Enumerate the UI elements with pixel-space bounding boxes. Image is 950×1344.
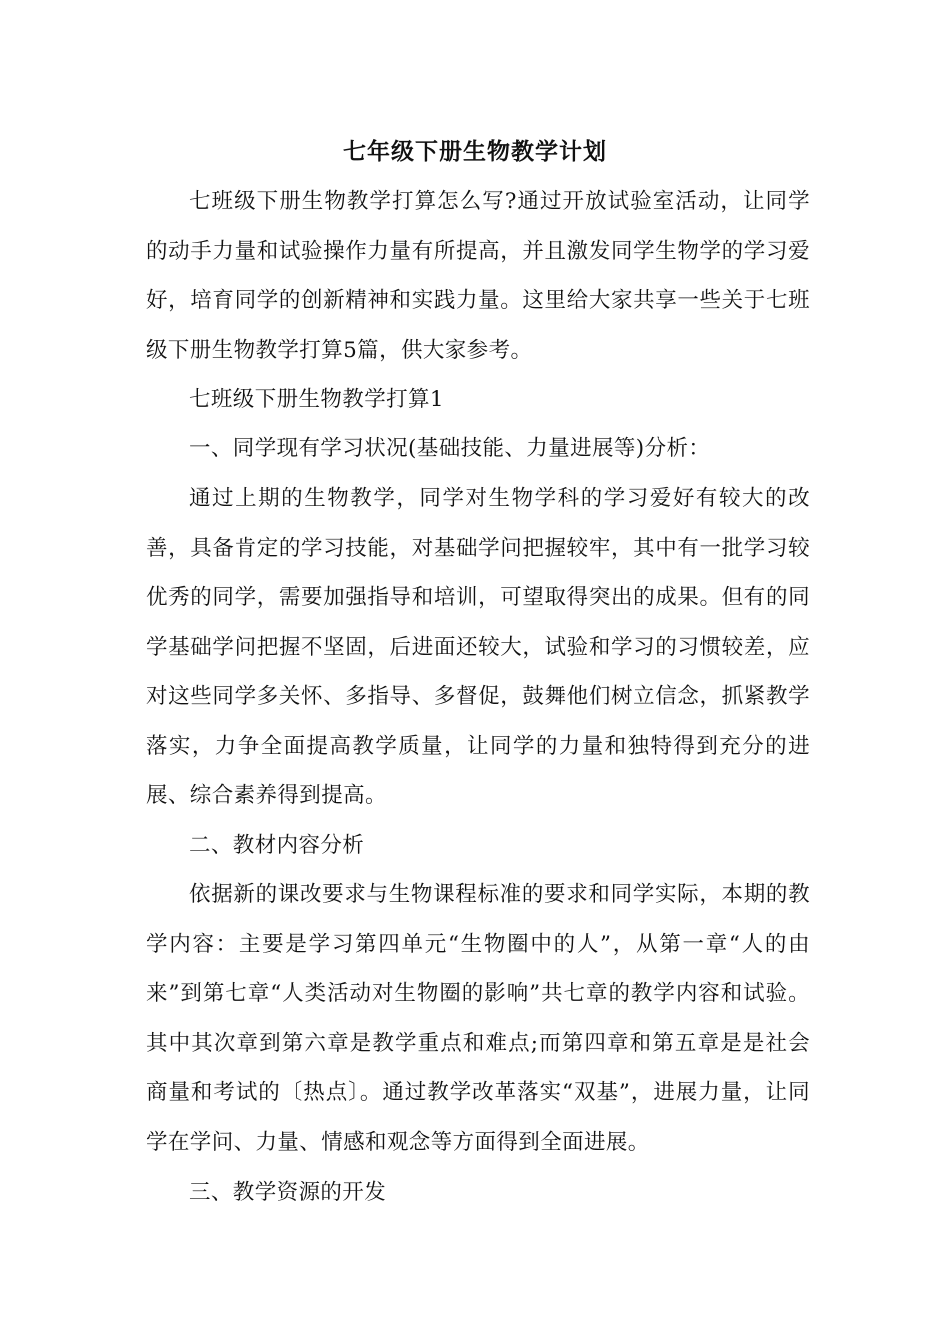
section-title: 七班级下册生物教学打算1 [189, 387, 444, 412]
heading-3: 三、教学资源的开发 [189, 1180, 387, 1205]
paragraph-2: 依据新的课改要求与生物课程标准的要求和同学实际，本期的教学内容：主要是学习第四单元“生物圈中的人”，从第一章“人的由来”到第七章“人类活动对生物圈的影响”共七章的教学内容和试验。其中其次章到第六章是教学重点和难点;而第四章和第五章是是社会商量和考试的〔热点〕。通过教学改革落实“双基”，进展力量，让同学在学问、力量、情感和观念等方面得到全面进展。 [146, 882, 810, 1155]
intro-paragraph: 七班级下册生物教学打算怎么写?通过开放试验室活动，让同学的动手力量和试验操作力量有所提高，并且激发同学生物学的学习爱好，培育同学的创新精神和实践力量。这里给大家共享一些关于七班级下册生物教学打算5篇，供大家参考。 [146, 189, 810, 363]
heading-2: 二、教材内容分析 [189, 833, 365, 858]
document-title: 七年级下册生物教学计划 [343, 138, 607, 165]
heading-1: 一、同学现有学习状况(基础技能、力量进展等)分析： [189, 436, 711, 461]
paragraph-1: 通过上期的生物教学，同学对生物学科的学习爱好有较大的改善，具备肯定的学习技能，对基础学问把握较牢，其中有一批学习较优秀的同学，需要加强指导和培训，可望取得突出的成果。但有的同学基础学问把握不坚固，后进面还较大，试验和学习的习惯较差，应对这些同学多关怀、多指导、多督促，鼓舞他们树立信念，抓紧教学落实，力争全面提高教学质量，让同学的力量和独特得到充分的进展、综合素养得到提高。 [146, 486, 810, 808]
